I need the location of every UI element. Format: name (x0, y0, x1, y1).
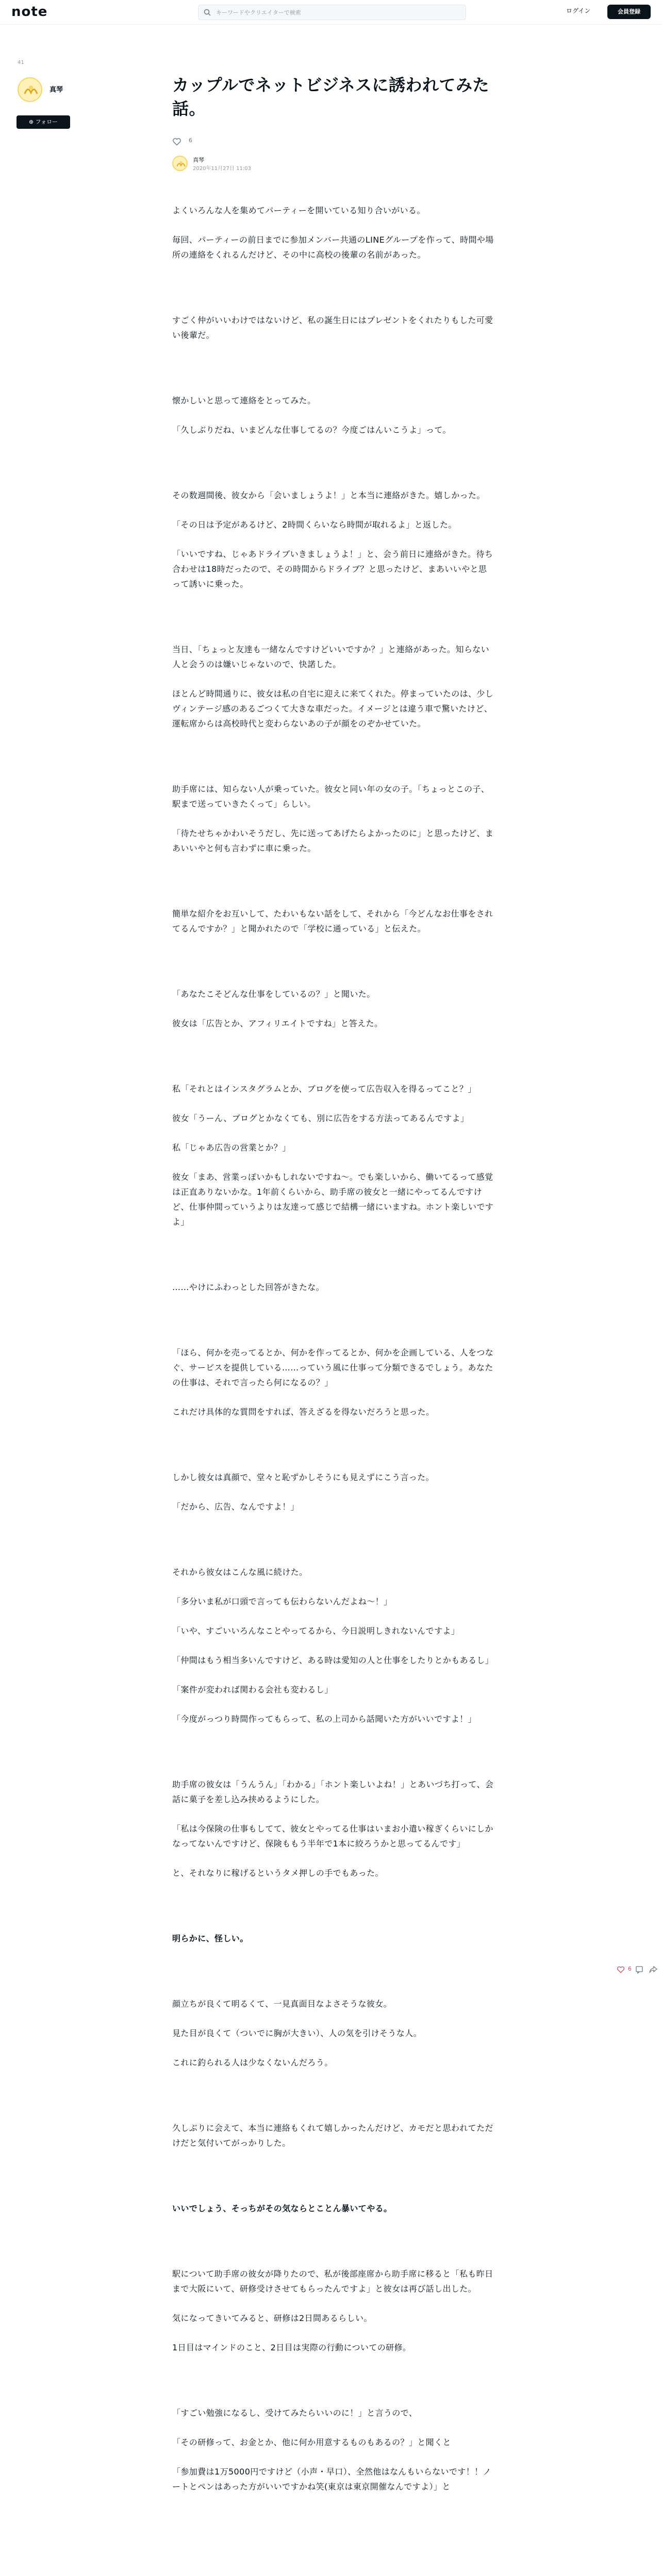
article-paragraph: 当日、「ちょっと友達も一緒なんですけどいいですか？」と連絡があった。知らない人と会うのは嫌いじゃないので、快諾した。 (172, 645, 490, 669)
article-heading: 明らかに、怪しい。 (172, 1934, 249, 1943)
article-paragraph: 「その日は予定があるけど、2時間くらいなら時間が取れるよ」と返した。 (172, 520, 457, 530)
author-name[interactable]: 真琴 (49, 86, 63, 94)
article-paragraph: 「私は今保険の仕事もしてて、彼女とやってる仕事はいまお小遣い稼ぎくらいにしかなってないんですけど、保険ももう半年で1本に絞ろうかと思ってるんです」 (172, 1824, 493, 1849)
paragraph-spacer (172, 2369, 495, 2405)
paragraph-spacer (172, 452, 495, 488)
comment-icon[interactable] (635, 1965, 643, 1974)
article-paragraph: 「多分いま私が口頭で言っても伝わらないんだよね〜！」 (172, 1597, 392, 1606)
article-paragraph: 彼女「うーん、ブログとかなくても、別に広告をする方法ってあるんですよ」 (172, 1113, 469, 1123)
avatar-illustration (19, 78, 42, 102)
article-paragraph: その数週間後、彼女から「会いましょうよ！」と本当に連絡がきた。嬉しかった。 (172, 490, 485, 500)
article-paragraph: 私「じゃあ広告の営業とか？」 (172, 1143, 291, 1153)
article-paragraph: ……やけにふわっとした回答がきたな。 (172, 1282, 325, 1292)
follow-label: フォロー (35, 118, 58, 125)
paragraph-spacer (172, 870, 495, 906)
article-paragraph: 「いいですね、じゃあドライブいきましょうよ！」と、会う前日に連絡がきた。待ち合わせは18時だったので、その時間からドライブ？と思ったけど、まあいいやと思って誘いに乗った。 (172, 549, 493, 589)
article-paragraph: これに釣られる人は少なくないんだろう。 (172, 2058, 333, 2067)
like-row (172, 136, 495, 147)
article-paragraph: 毎回、パーティーの前日までに参加メンバー共通のLINEグループを作って、時間や場所の連絡をくれるんだけど、その中に高校の後輩の名前があった。 (172, 235, 494, 260)
article-paragraph: 「久しぶりだね、いまどんな仕事してるの？今度ごはんいこうよ」って。 (172, 425, 451, 435)
article-paragraph: ほとんど時間通りに、彼女は私の自宅に迎えに来てくれた。停まっていたのは、少しヴィンテージ感のあるごつくて大きな車だった。イメージとは違う車で驚いたけど、運転席からは高校時代と変わらないあの子が顔をのぞかせていた。 (172, 689, 494, 728)
paragraph-spacer (172, 277, 495, 313)
article-paragraph: これだけ具体的な質問をすれば、答えざるを得ないだろうと思った。 (172, 1407, 435, 1417)
article-paragraph: 「その研修って、お金とか、他に何か用意するものもあるの？」と聞くと (172, 2437, 451, 2447)
search-bar[interactable] (198, 5, 466, 20)
avatar-illustration (173, 157, 188, 171)
article-paragraph: 彼女「まあ、営業っぽいかもしれないですね〜。でも楽しいから、働いてるって感覚は正直ありないかな。1年前くらいから、助手席の彼女と一緒にやってるんですけど、仕事仲間っていうよりは友達って感じで結構一緒にいますね。ホント楽しいですよ」 (172, 1172, 494, 1227)
paragraph-spacer (172, 951, 495, 987)
share-icon[interactable] (649, 1965, 658, 1974)
article-paragraph: 気になってきいてみると、研修は2日間あるらしい。 (172, 2313, 372, 2323)
article-paragraph: 「待たせちゃかわいそうだし、先に送ってあげたらよかったのに」と思ったけど、まあいいやと何も言わずに車に乗った。 (172, 828, 494, 853)
author-avatar[interactable] (18, 77, 42, 102)
signup-button[interactable]: 会員登録 (607, 5, 651, 19)
article-paragraph: 「仲間はもう相当多いんですけど、ある時は愛知の人と仕事をしたりとかもあるし」 (172, 1655, 494, 1665)
article-paragraph: 彼女は「広告とか、アフィリエイトですね」と答えた。 (172, 1019, 383, 1028)
paragraph-spacer (172, 1434, 495, 1470)
publish-date: 2020年11月27日 11:03 (193, 166, 251, 172)
author-info (172, 156, 495, 174)
note-logo[interactable]: note (11, 4, 48, 20)
article-paragraph: 「だから、広告、なんですよ！」 (172, 1502, 300, 1512)
article-body (172, 203, 495, 2494)
paragraph-spacer (172, 745, 495, 782)
article-paragraph: 「ほら、何かを売ってるとか、何かを作ってるとか、何かを企画している、人をつなぐ、サービスを提供している……っていう風に仕事って分類できるでしょう。あなたの仕事は、それで言ったら何になるの？」 (172, 1348, 494, 1387)
article-paragraph: 顔立ちが良くて明るくて、一見真面目なよさそうな彼女。 (172, 1999, 392, 2009)
article-paragraph: 「いや、すごいいろんなことやってるから、今日説明しきれないんですよ」 (172, 1626, 460, 1636)
search-icon (204, 9, 211, 16)
article-paragraph: 「すごい勉強になるし、受けてみたらいいのに！」と言うので、 (172, 2408, 418, 2418)
person-plus-icon: ⊕ (28, 118, 36, 125)
paragraph-spacer (172, 2165, 495, 2201)
article-paragraph: よくいろんな人を集めてパーティーを開いている知り合いがいる。 (172, 206, 425, 215)
article-paragraph: 「あなたこそどんな仕事をしているの？」と聞いた。 (172, 989, 375, 999)
article-paragraph: すごく仲がいいわけではないけど、私の誕生日にはプレゼントをくれたりもした可愛い後輩だ。 (172, 315, 493, 340)
paragraph-spacer (172, 2230, 495, 2266)
paragraph-spacer (172, 1045, 495, 1081)
article-paragraph: 助手席には、知らない人が乗っていた。彼女と同い年の女の子。「ちょっとこの子、駅まで送っていきたくって」らしい。 (172, 784, 490, 809)
author-avatar-small[interactable] (172, 156, 188, 171)
page-number: 41 (18, 60, 24, 65)
article-paragraph: 「今度がっつり時間作ってもらって、私の上司から話聞いた方がいいですよ！」 (172, 1714, 477, 1724)
article-paragraph: 簡単な紹介をお互いして、たわいもない話をして、それから「今どんなお仕事をされてるんですか？」と聞かれたので「学校に通っている」と伝えた。 (172, 909, 493, 934)
paragraph-spacer (172, 2084, 495, 2121)
paragraph-spacer (172, 1895, 495, 1931)
site-header (0, 0, 662, 25)
like-count: 6 (189, 137, 192, 144)
follow-button[interactable] (16, 115, 70, 129)
paragraph-spacer (172, 606, 495, 642)
paragraph-spacer (172, 357, 495, 393)
paragraph-spacer (172, 1244, 495, 1280)
heart-icon[interactable] (617, 1965, 625, 1974)
article-paragraph: それから彼女はこんな風に続けた。 (172, 1567, 308, 1577)
article-paragraph: 私「それとはインスタグラムとか、ブログを使って広告収入を得るってこと？」 (172, 1084, 476, 1094)
floating-actions (617, 1964, 662, 1976)
article-paragraph: 駅について助手席の彼女が降りたので、私が後部座席から助手席に移ると「私も昨日まで大阪にいて、研修受けさせてもらったんですよ」と彼女は再び話し出した。 (172, 2269, 493, 2294)
article-paragraph: 久しぶりに会えて、本当に連絡もくれて嬉しかったんだけど、カモだと思われてただけだと気付いてがっかりした。 (172, 2123, 493, 2148)
article-paragraph: 「案件が変われば関わる会社も変わるし」 (172, 1685, 333, 1694)
article-paragraph: 見た目が良くて（ついでに胸が大きい）、人の気を引けそうな人。 (172, 2028, 422, 2038)
paragraph-spacer (172, 1529, 495, 1565)
paragraph-spacer (172, 1741, 495, 1777)
floating-like-count: 6 (628, 1965, 632, 1972)
article-title: カップルでネットビジネスに誘われてみた話。 (172, 75, 489, 118)
paragraph-spacer (172, 1960, 495, 1996)
article-paragraph: しかし彼女は真顔で、堂々と恥ずかしそうにも見えずにこう言った。 (172, 1472, 435, 1482)
article-paragraph: 「参加費は1万5000円ですけど（小声・早口）、全然他はなんもいらないです！！ノートとペンはあった方がいいですかね笑(東京は東京開催なんですよ）」と (172, 2467, 491, 2492)
article (172, 73, 495, 2509)
article-paragraph: と、それなりに稼げるというタメ押しの手でもあった。 (172, 1868, 384, 1878)
author-name-small[interactable]: 真琴 (193, 157, 204, 163)
article-paragraph: 1日目はマインドのこと、2日目は実際の行動についての研修。 (172, 2343, 411, 2352)
article-paragraph: 懐かしいと思って連絡をとってみた。 (172, 396, 316, 405)
heart-icon[interactable] (172, 137, 181, 146)
article-paragraph: 助手席の彼女は「うんうん」「わかる」「ホント楽しいよね！」とあいづち打って、会話に菓子を差し込み挟めるようにした。 (172, 1780, 494, 1804)
login-link[interactable]: ログイン (566, 7, 591, 14)
search-input[interactable] (216, 7, 458, 18)
paragraph-spacer (172, 1309, 495, 1345)
article-heading: いいでしょう、そっちがその気ならとことん暴いてやる。 (172, 2204, 392, 2213)
